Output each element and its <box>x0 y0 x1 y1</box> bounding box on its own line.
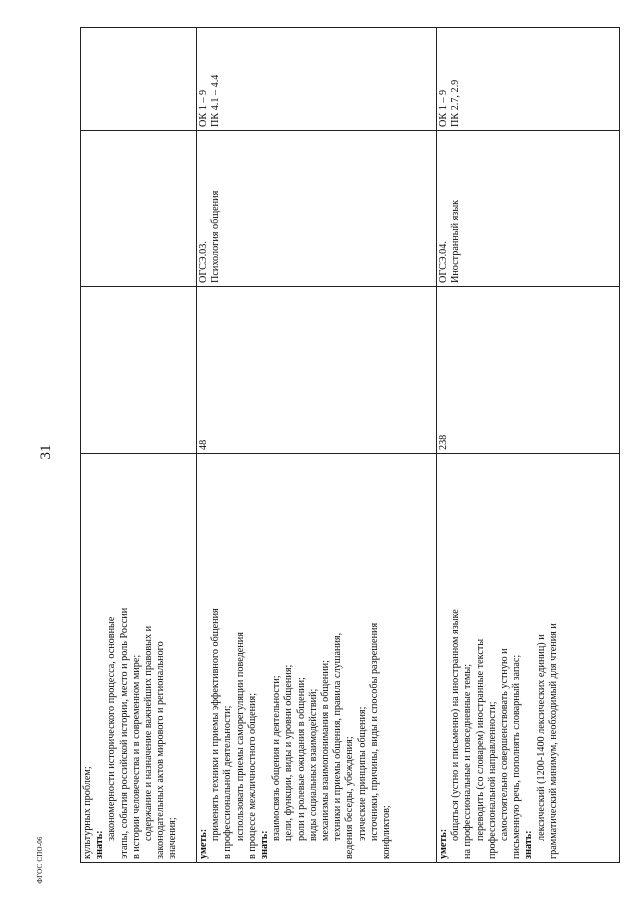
content-line: самостоятельно совершенствовать устную и <box>499 648 511 841</box>
content-line: в профессиональной деятельности; <box>222 705 234 859</box>
row3-competency: ОК 1 – 9 <box>438 89 449 127</box>
content-line: механизмы взаимопонимания в общении; <box>320 660 332 841</box>
content-line: лексический (1200-1400 лексических единиц) и <box>535 634 547 841</box>
row3-hours: 238 <box>438 434 449 450</box>
content-line: роли и ролевые ожидания в общении; <box>295 677 307 841</box>
content-line: ведения беседы, убеждения; <box>344 736 356 859</box>
content-line: техники и приемы общения, правила слушания, <box>332 632 344 841</box>
row1-content-cell <box>80 453 196 862</box>
row2-discipline-name: Психология общения <box>210 190 222 283</box>
row2-discipline-cell <box>196 130 436 286</box>
content-line: законодательных актов мирового и регионального <box>155 641 167 859</box>
content-line: цели, функции, виды и уровни общения; <box>283 664 295 841</box>
row2-index-code: ОГСЭ.03. <box>198 241 209 283</box>
content-line: профессиональной направленности; <box>486 701 498 859</box>
content-line: этапы, события российской истории, место и роль России <box>118 607 130 859</box>
content-line: взаимосвязь общения и деятельности; <box>271 675 283 841</box>
content-line: закономерности исторического процесса, основные <box>106 616 118 841</box>
row3-discipline-cell <box>436 130 619 286</box>
content-line: виды социальных взаимодействий; <box>307 688 319 841</box>
content-line: общаться (устно и письменно) на иностранном языке <box>450 609 462 841</box>
row2-hours-cell <box>196 286 436 453</box>
content-line: конфликтов; <box>381 805 393 859</box>
row2-hours: 48 <box>198 439 209 450</box>
content-line: этические принципы общения; <box>356 706 368 841</box>
content-line: на профессиональные и повседневные темы; <box>462 663 474 859</box>
row2-competencies-cell <box>196 27 436 130</box>
section-heading: уметь: <box>198 828 209 859</box>
row3-hours-cell <box>436 286 619 453</box>
content-line: использовать приемы саморегуляции поведения <box>234 632 246 841</box>
content-line: источники, причины, виды и способы разрешения <box>368 622 380 841</box>
content-line: грамматический минимум, необходимый для чтения и <box>547 623 559 859</box>
page-number: 31 <box>38 444 54 460</box>
section-heading: уметь: <box>438 828 449 859</box>
section-heading: знать: <box>94 830 106 859</box>
content-line: переводить (со словарем) иностранные тексты <box>474 638 486 841</box>
row3-content-cell <box>436 453 619 862</box>
footer-code: ФГОС СПО-06 <box>36 836 44 884</box>
content-line: содержание и назначение важнейших правовых и <box>143 625 155 841</box>
section-heading: знать: <box>523 830 535 859</box>
content-line: в истории человечества и в современном мире; <box>130 654 142 859</box>
content-line: культурных проблем; <box>82 766 93 859</box>
row2-competency: ПК 4.1 – 4.4 <box>210 74 222 127</box>
content-line: применять техники и приемы эффективного общения <box>210 608 222 841</box>
row3-competencies-cell <box>436 27 619 130</box>
row2-competency: ОК 1 – 9 <box>198 89 209 127</box>
content-line: значения; <box>167 817 179 859</box>
section-heading: знать: <box>259 830 271 859</box>
row3-discipline-name: Иностранный язык <box>450 199 462 283</box>
row2-content-cell <box>196 453 436 862</box>
row3-index-code: ОГСЭ.04. <box>438 241 449 283</box>
row3-competency: ПК 2.7, 2.9 <box>450 79 462 127</box>
content-line: в процессе межличностного общения; <box>246 692 258 859</box>
content-line: письменную речь, пополнять словарный запас; <box>511 654 523 859</box>
